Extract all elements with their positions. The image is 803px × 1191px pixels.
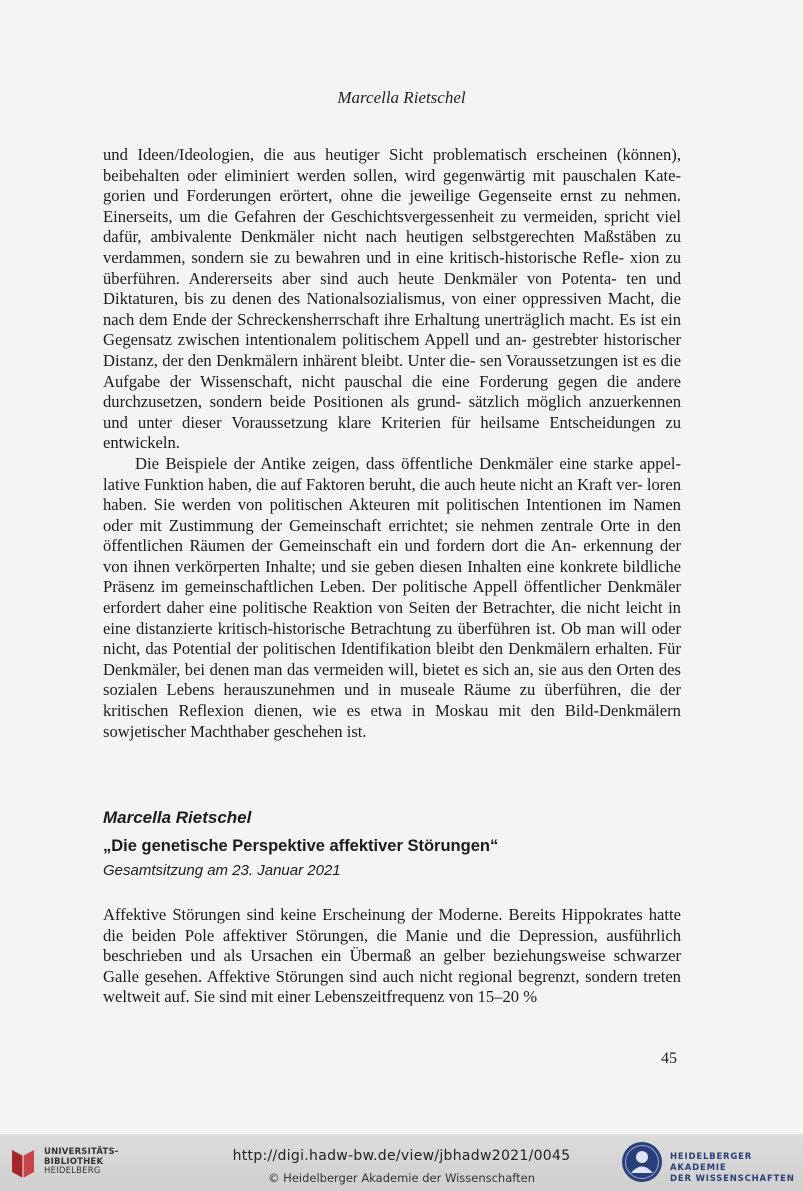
text-line: Betrachter, die nicht leicht in eine distanzierte kritisch-historische Betrachtung zu bbox=[103, 598, 681, 638]
text-line: will, bietet es sich an, sie aus den Orten des sozialen Lebens herauszunehmen und bbox=[103, 659, 681, 700]
section-title: „Die genetische Perspektive affektiver Störungen“ bbox=[103, 837, 499, 855]
section-session-date: Gesamtsitzung am 23. Januar 2021 bbox=[103, 862, 341, 879]
text-line: zu verdammen, sondern sie zu bewahren und in eine kritisch-historische Refle- bbox=[103, 227, 681, 267]
paragraph bbox=[103, 905, 681, 1008]
copyright-notice: © Heidelberger Akademie der Wissenschaften bbox=[268, 1171, 535, 1185]
hadw-logo-text: HEIDELBERGER AKADEMIE DER WISSENSCHAFTEN bbox=[670, 1152, 795, 1184]
text-line: Macht, die nach dem Ende der Schreckensherrschaft ihre Erhaltung unerträglich bbox=[103, 289, 681, 329]
text-line: ten und Diktaturen, bis zu denen des Nationalsozialismus, von einer oppressiven bbox=[103, 268, 682, 309]
permalink-url[interactable]: http://digi.hadw-bw.de/view/jbhadw2021/0045 bbox=[232, 1148, 571, 1164]
text-line: beibehalten oder eliminiert werden sollen, wird gegenwärtig mit pauschalen Kate- bbox=[103, 165, 681, 185]
text-line: xion zu überführen. Andererseits aber sind auch heute Denkmäler von Potenta- bbox=[103, 247, 681, 288]
text-line: Namen oder mit Zustimmung der Gemeinschaft errichtet; sie nehmen zentrale bbox=[103, 495, 681, 535]
text-line: loren haben. Sie werden von politischen Akteuren mit politischen Intentionen im bbox=[103, 474, 681, 515]
text-line: erkennung der von ihnen verkörperten Inhalte; und sie geben diesen Inhalten eine bbox=[103, 536, 682, 576]
text-line: ausführlich beschrieben und als Ursachen ein Übermaß an gelber beziehungsweise bbox=[103, 925, 681, 966]
section-author: Marcella Rietschel bbox=[103, 808, 252, 827]
page-number: 45 bbox=[661, 1050, 677, 1067]
body-text-block bbox=[103, 145, 681, 742]
text-line: lative Funktion haben, die auf Faktoren beruht, die auch heute nicht an Kraft ver- bbox=[103, 474, 643, 494]
text-line: heilsame Entscheidungen zu entwickeln. bbox=[103, 412, 681, 453]
text-line: Einerseits, um die Gefahren der Geschichtsvergessenheit zu vermeiden, spricht bbox=[103, 206, 650, 226]
text-line: sen Voraussetzungen ist es die Aufgabe der Wissenschaft, nicht pauschal die eine bbox=[103, 350, 682, 391]
running-head: Marcella Rietschel bbox=[337, 88, 466, 107]
text-line: macht. Es ist ein Gegensatz zwischen intentionalem politischem Appell und an- bbox=[103, 309, 682, 350]
text-line: Forderung gegen die andere durchzusetzen, sondern beide Positionen als grund- bbox=[103, 371, 681, 412]
text-line: gorien und Forderungen erörtert, ohne die jeweilige Gegenseite ernst zu nehmen. bbox=[103, 186, 681, 206]
ub-logo-text: UNIVERSITÄTS- BIBLIOTHEK HEIDELBERG bbox=[44, 1147, 119, 1176]
text-line: öffentlicher Denkmäler erfordert daher eine politische Reaktion von Seiten der bbox=[103, 577, 681, 618]
body-text-block bbox=[103, 905, 681, 1008]
text-line: sätzlich möglich anzuerkennen und unter dieser Voraussetzung klare Kriterien für bbox=[103, 392, 681, 432]
text-line: überführen ist. Ob man will oder nicht, das Potential der politischen Identifikation bbox=[103, 618, 681, 659]
text-line: Die Beispiele der Antike zeigen, dass öffentliche Denkmäler eine starke appel- bbox=[135, 453, 681, 473]
text-line: schwarzer Galle gesehen. Affektive Störungen sind auch nicht regional begrenzt, bbox=[103, 946, 681, 986]
text-line: und Ideen/Ideologien, die aus heutiger Sicht problematisch erscheinen (können), bbox=[103, 145, 681, 164]
text-line: in museale Räume zu überführen, die der kritischen Reflexion dienen, wie es etwa bbox=[103, 680, 681, 721]
text-line: sondern treten weltweit auf. Sie sind mit einer Lebenszeitfrequenz von 15–20 % bbox=[103, 966, 681, 1007]
text-line: hatte die beiden Pole affektiver Störungen, die Manie und die Depression, bbox=[103, 905, 681, 945]
text-line: bleibt den Denkmälern erhalten. Für Denkmäler, bei denen man das vermeiden bbox=[103, 639, 681, 679]
text-line: gestrebter historischer Distanz, der den Denkmälern inhärent bleibt. Unter die- bbox=[103, 330, 681, 370]
academy-seal-icon bbox=[620, 1140, 664, 1184]
paragraph bbox=[103, 145, 681, 454]
text-line: viel dafür, ambivalente Denkmäler nicht nach heutigen selbstgerechten Maßstäben bbox=[103, 206, 681, 247]
text-line: in Moskau mit den Bild-Denkmälern sowjetischer Machthaber geschehen ist. bbox=[103, 701, 681, 741]
text-line: Affektive Störungen sind keine Erscheinung der Moderne. Bereits Hippokrates bbox=[103, 905, 643, 924]
text-line: Orte in den öffentlichen Räumen der Gemeinschaft ein und fordern dort die An- bbox=[103, 515, 681, 556]
hadw-logo[interactable] bbox=[620, 1140, 800, 1186]
viewer-footer bbox=[0, 1134, 803, 1191]
paragraph bbox=[103, 454, 681, 742]
text-line: konkrete bildliche Präsenz im gemeinschaftlichen Leben. Der politische Appell bbox=[103, 556, 681, 597]
